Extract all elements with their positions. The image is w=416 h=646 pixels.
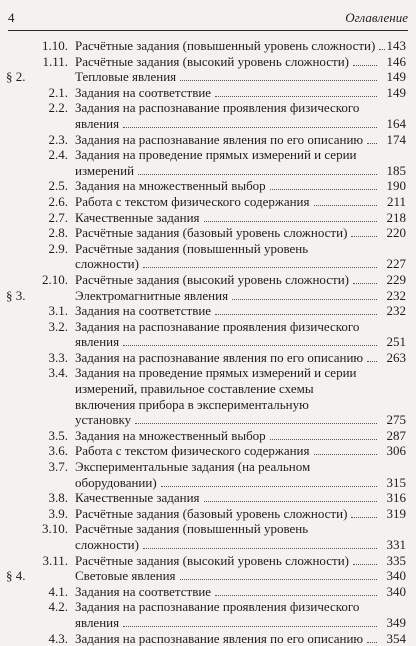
toc-page-number: 319 [386,505,406,521]
toc-entry-number: 3.6. [48,443,68,459]
toc-entry-title: Расчётные задания (повышенный уровень сложности) [75,38,376,53]
toc-entry-title: оборудовании) [75,474,157,490]
toc-entry [0,631,416,646]
toc-entry [0,210,416,226]
toc-entry-title: Световые явления [75,568,176,584]
dot-leader [270,429,377,440]
table-of-contents [0,38,416,646]
toc-entry-number: § 2. [6,69,26,85]
toc-entry-title: явления [75,334,120,350]
toc-entry-title: сложности) [75,256,139,272]
toc-entry [0,272,416,288]
toc-entry [0,178,416,194]
toc-entry-number: 1.11. [42,53,68,69]
toc-entry-number: 2.2. [48,100,68,116]
toc-entry-title: Электромагнитные явления [75,287,229,303]
toc-entry-title: Задания на распознавание проявления физического [75,318,360,334]
toc-entry-title: измерений [75,162,135,178]
toc-page-number: 340 [386,583,406,599]
toc-entry-number: 3.10. [42,521,68,537]
dot-leader [270,179,377,190]
toc-entry [0,288,416,304]
toc-page-number: 143 [386,38,406,53]
toc-entry-number: § 3. [6,287,26,303]
toc-entry-title: Задания на распознавание явления по его описанию [75,349,364,365]
toc-entry-number: 4.3. [48,630,68,646]
dot-leader [143,538,377,549]
toc-entry-number: 2.1. [48,84,68,100]
toc-entry-title: Задания на распознавание проявления физического [75,100,360,116]
toc-entry-title: Задания на распознавание проявления физического [75,599,360,615]
toc-entry-title: Расчётные задания (высокий уровень сложности) [75,271,349,287]
dot-leader [143,257,377,268]
toc-entry-title: Экспериментальные задания (на реальном [75,459,311,475]
page-number: 4 [8,10,15,25]
toc-page-number: 263 [386,349,406,365]
toc-entry-title: Задания на множественный выбор [75,427,266,443]
toc-page-number: 232 [386,303,406,319]
toc-entry-number: 3.11. [42,552,68,568]
dot-leader [232,289,377,300]
toc-entry [0,428,416,444]
toc-entry-title: Расчётные задания (повышенный уровень [75,240,309,256]
dot-leader [123,335,377,346]
toc-entry-number: 3.9. [48,505,68,521]
toc-page-number: 227 [386,256,406,272]
toc-entry-title: Расчётные задания (высокий уровень сложности) [75,552,349,568]
dot-leader [314,444,378,455]
toc-entry-number: 3.4. [48,365,68,381]
toc-entry-number: 2.6. [48,193,68,209]
toc-entry-number: 3.5. [48,427,68,443]
toc-page-number: 331 [386,537,406,552]
toc-entry [0,584,416,600]
toc-entry-title: Задания на соответствие [75,303,212,319]
toc-entry-title: Расчётные задания (высокий уровень сложности) [75,53,349,69]
toc-entry-title: сложности) [75,537,139,552]
toc-entry-number: § 4. [6,568,26,584]
toc-entry-title: Задания на соответствие [75,84,212,100]
toc-entry [0,100,416,131]
toc-entry [0,54,416,70]
toc-entry-number: 3.7. [48,459,68,475]
toc-entry [0,506,416,522]
dot-leader [204,211,377,222]
toc-page-number: 306 [386,443,406,459]
toc-page-number: 315 [386,474,406,490]
toc-entry-number: 3.2. [48,318,68,334]
toc-entry-number: 2.10. [42,271,68,287]
toc-entry [0,521,416,552]
toc-entry [0,459,416,490]
toc-entry-number: 2.7. [48,209,68,225]
dot-leader [215,86,377,97]
toc-page-number: 174 [386,131,406,147]
toc-page-number: 211 [386,193,406,209]
toc-entry [0,443,416,459]
toc-entry-number: 2.4. [48,147,68,163]
toc-entry-number: 3.8. [48,490,68,506]
toc-entry [0,568,416,584]
toc-page-number: 251 [386,334,406,350]
toc-page-number: 335 [386,552,406,568]
toc-entry-title: Задания на проведение прямых измерений и серии [75,147,357,163]
toc-entry-number: 1.10. [42,38,68,53]
toc-page-number: 349 [386,614,406,630]
dot-leader [215,304,377,315]
toc-page-number: 149 [386,84,406,100]
toc-page-number: 316 [386,490,406,506]
toc-entry-title: включения прибора в экспериментальную [75,396,309,412]
toc-entry [0,147,416,178]
toc-entry-title: Задания на проведение прямых измерений и серии [75,365,357,381]
toc-entry-number: 2.5. [48,178,68,194]
toc-entry-number: 4.2. [48,599,68,615]
toc-entry [0,553,416,569]
toc-page-number: 220 [386,225,406,241]
toc-entry-title: Задания на распознавание явления по его описанию [75,630,364,646]
toc-entry-title: Качественные задания [75,209,200,225]
toc-entry [0,365,416,427]
toc-page-number: 149 [386,69,406,85]
toc-entry-number: 2.8. [48,225,68,241]
toc-entry-title: Расчётные задания (базовый уровень сложности) [75,225,348,241]
toc-page-number: 218 [386,209,406,225]
toc-page-number: 229 [386,271,406,287]
toc-entry-title: Расчётные задания (повышенный уровень [75,521,309,537]
toc-entry-number: 2.9. [48,240,68,256]
running-title: Оглавление [345,10,408,25]
toc-entry [0,350,416,366]
toc-entry-title: Работа с текстом физического содержания [75,193,310,209]
toc-entry [0,194,416,210]
toc-entry-title: явления [75,115,120,131]
dot-leader [215,585,377,596]
toc-entry [0,241,416,272]
toc-entry [0,225,416,241]
toc-page-number: 287 [386,427,406,443]
toc-page-number: 146 [386,53,406,69]
toc-entry-title: Задания на множественный выбор [75,178,266,194]
toc-entry [0,490,416,506]
dot-leader [204,491,377,502]
page-header [8,4,408,31]
toc-entry [0,319,416,350]
dot-leader [123,117,377,128]
dot-leader [180,569,377,580]
toc-entry [0,599,416,630]
toc-entry-title: явления [75,614,120,630]
toc-entry-title: Задания на распознавание явления по его описанию [75,131,364,147]
toc-entry [0,38,416,54]
toc-page-number: 275 [386,412,406,428]
dot-leader [314,195,378,206]
dot-leader [138,164,377,175]
dot-leader [161,476,377,487]
toc-page-number: 164 [386,115,406,131]
toc-entry-number: 3.1. [48,303,68,319]
toc-entry [0,69,416,85]
toc-entry-number: 4.1. [48,583,68,599]
toc-entry [0,132,416,148]
toc-page-number: 354 [386,630,406,646]
toc-entry-title: Качественные задания [75,490,200,506]
toc-page-number: 232 [386,287,406,303]
toc-entry-title: измерений, правильное составление схемы [75,381,314,397]
toc-page-number: 185 [386,162,406,178]
toc-page-number: 340 [386,568,406,584]
toc-page-number: 190 [386,178,406,194]
toc-entry-number: 3.3. [48,349,68,365]
dot-leader [135,413,377,424]
dot-leader [123,616,377,627]
toc-entry-title: установку [75,412,132,428]
toc-entry-title: Задания на соответствие [75,583,212,599]
dot-leader [180,70,377,81]
toc-entry [0,85,416,101]
toc-entry-title: Работа с текстом физического содержания [75,443,310,459]
toc-entry-title: Тепловые явления [75,69,177,85]
toc-entry-number: 2.3. [48,131,68,147]
toc-entry [0,303,416,319]
toc-entry-title: Расчётные задания (базовый уровень сложности) [75,505,348,521]
